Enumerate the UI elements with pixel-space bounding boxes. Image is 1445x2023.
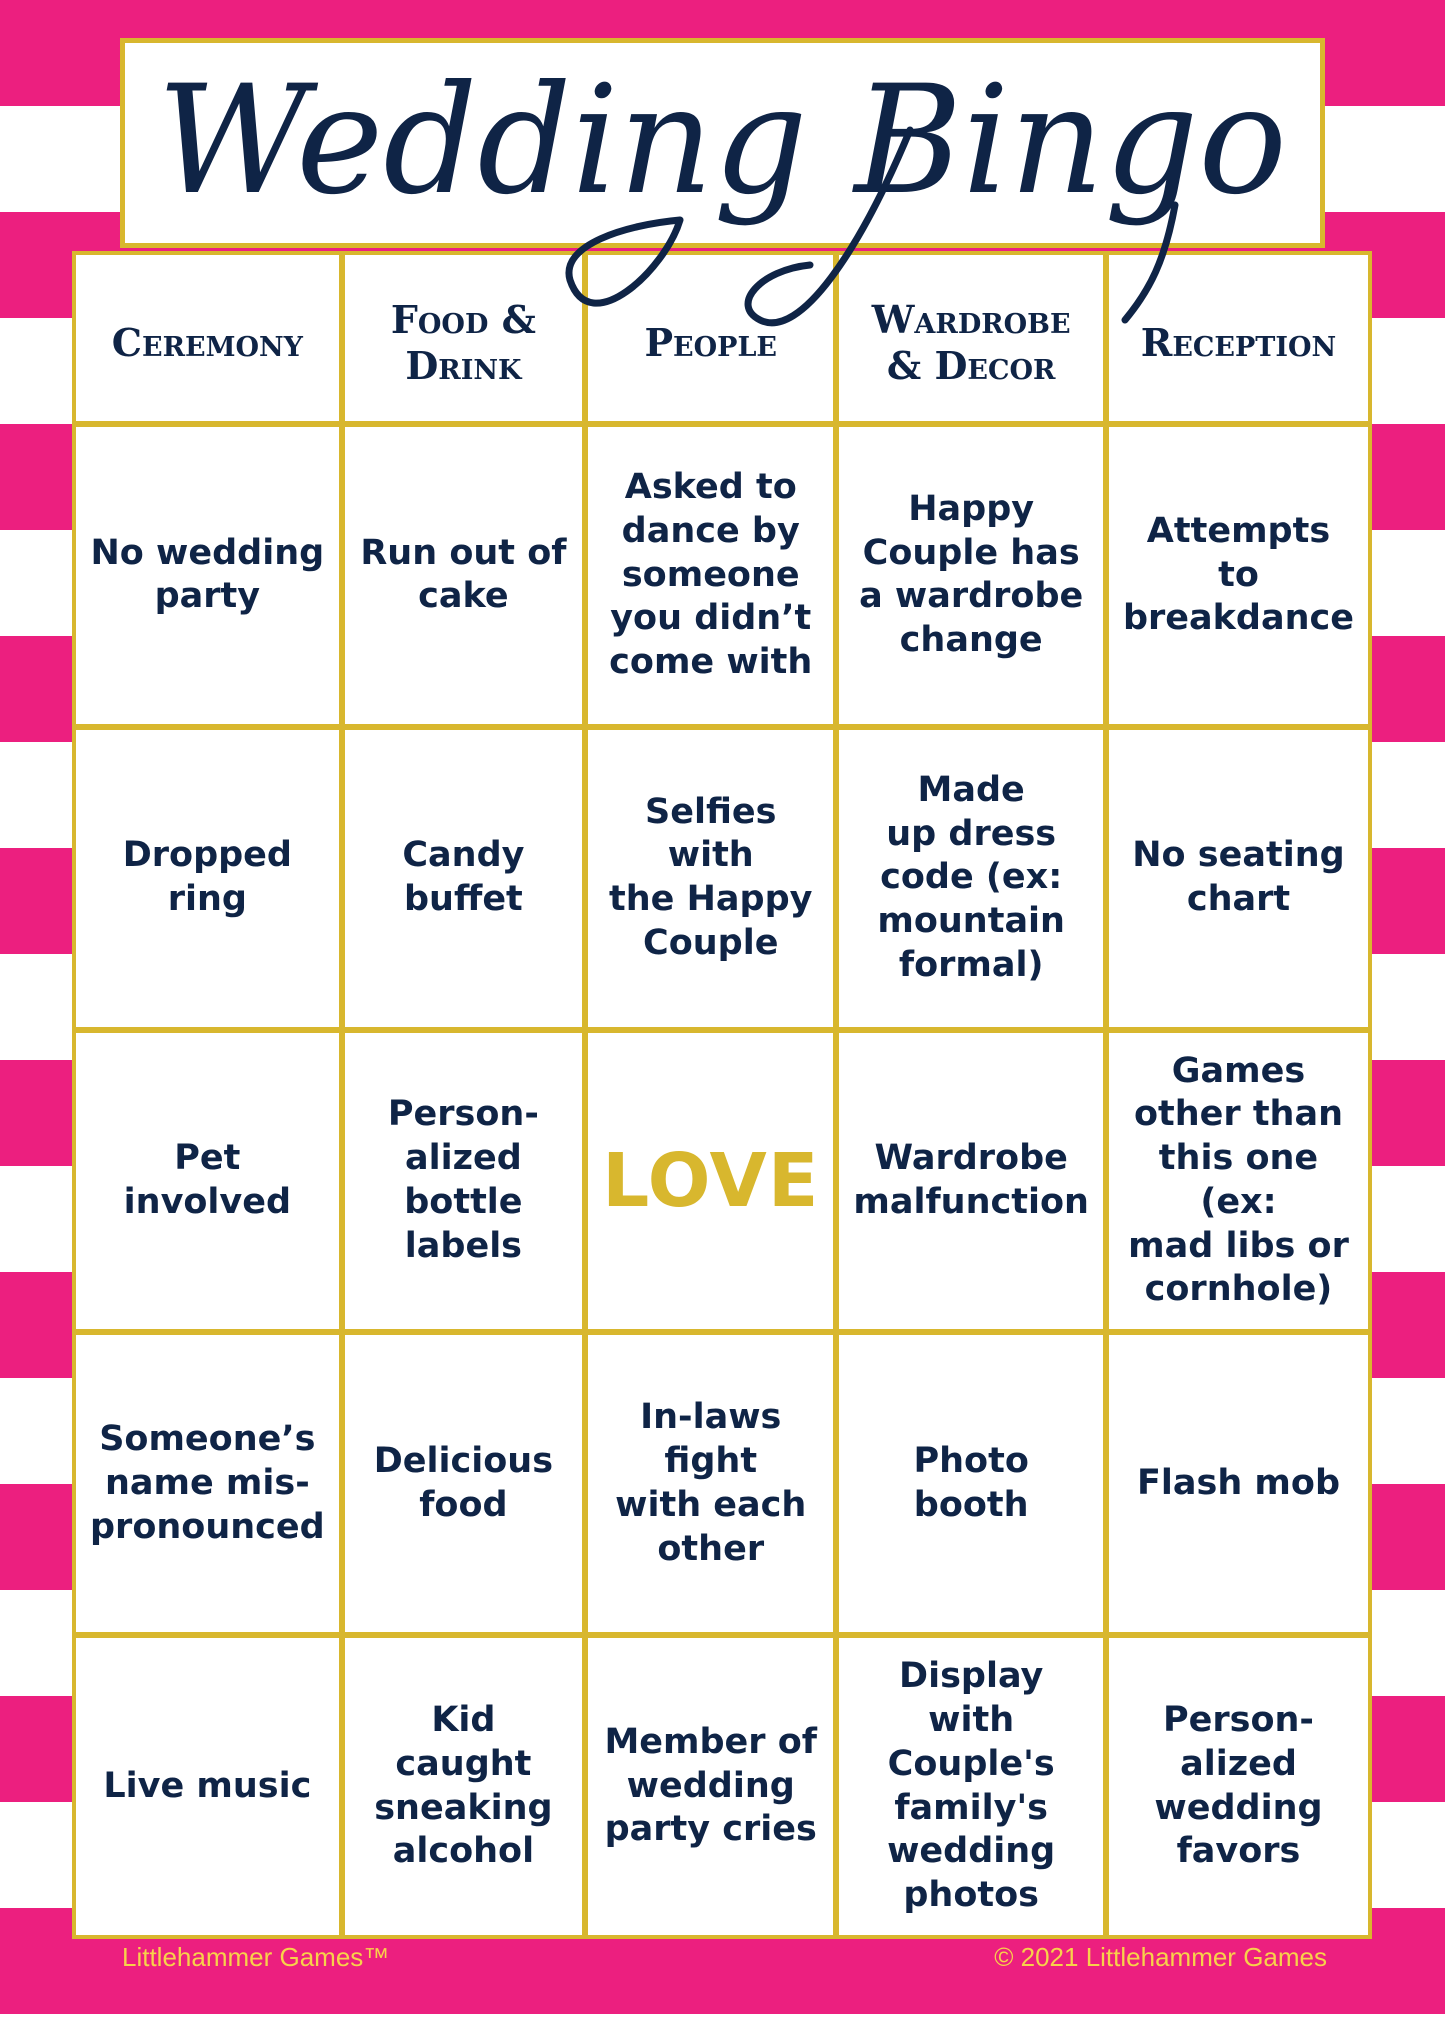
free-space-love[interactable]: LOVE xyxy=(588,1033,833,1330)
title-box xyxy=(120,38,1325,248)
bingo-cell[interactable]: Games other than this one (ex: mad libs or cornhole) xyxy=(1109,1033,1368,1330)
bingo-cell[interactable]: Made up dress code (ex: mountain formal) xyxy=(839,730,1103,1027)
bingo-cell[interactable]: In-laws fight with each other xyxy=(588,1335,833,1632)
bingo-cell[interactable]: No seating chart xyxy=(1109,730,1368,1027)
bingo-cell[interactable]: Run out of cake xyxy=(345,427,582,724)
header-wardrobe-decor: Wardrobe & Decor xyxy=(839,255,1103,421)
bingo-cell[interactable]: Candy buffet xyxy=(345,730,582,1027)
bingo-cell[interactable]: Flash mob xyxy=(1109,1335,1368,1632)
bingo-grid xyxy=(72,251,1372,1939)
bingo-cell[interactable]: Someone’s name mis- pronounced xyxy=(76,1335,339,1632)
bingo-cell[interactable]: Selfies with the Happy Couple xyxy=(588,730,833,1027)
bingo-cell[interactable]: Person- alized wedding favors xyxy=(1109,1638,1368,1935)
bingo-cell[interactable]: Wardrobe malfunction xyxy=(839,1033,1103,1330)
bingo-cell[interactable]: Display with Couple's family's wedding photos xyxy=(839,1638,1103,1935)
header-reception: Reception xyxy=(1109,255,1368,421)
bingo-cell[interactable]: Live music xyxy=(76,1638,339,1935)
footer-brand: Littlehammer Games™ xyxy=(122,1942,390,1972)
bingo-cell[interactable]: Asked to dance by someone you didn’t come with xyxy=(588,427,833,724)
bingo-cell[interactable]: Member of wedding party cries xyxy=(588,1638,833,1935)
bingo-cell[interactable]: Attempts to breakdance xyxy=(1109,427,1368,724)
title-text: Wedding Bingo xyxy=(157,54,1287,228)
header-people: People xyxy=(588,255,833,421)
bingo-cell[interactable]: Happy Couple has a wardrobe change xyxy=(839,427,1103,724)
bingo-cell[interactable]: Photo booth xyxy=(839,1335,1103,1632)
bingo-cell[interactable]: Delicious food xyxy=(345,1335,582,1632)
bingo-cell[interactable]: Dropped ring xyxy=(76,730,339,1027)
bingo-cell[interactable]: Kid caught sneaking alcohol xyxy=(345,1638,582,1935)
bingo-cell[interactable]: Pet involved xyxy=(76,1033,339,1330)
footer-copyright: © 2021 Littlehammer Games xyxy=(994,1942,1327,1972)
header-food-drink: Food & Drink xyxy=(345,255,582,421)
bingo-cell[interactable]: Person- alized bottle labels xyxy=(345,1033,582,1330)
bingo-cell[interactable]: No wedding party xyxy=(76,427,339,724)
header-ceremony: Ceremony xyxy=(76,255,339,421)
